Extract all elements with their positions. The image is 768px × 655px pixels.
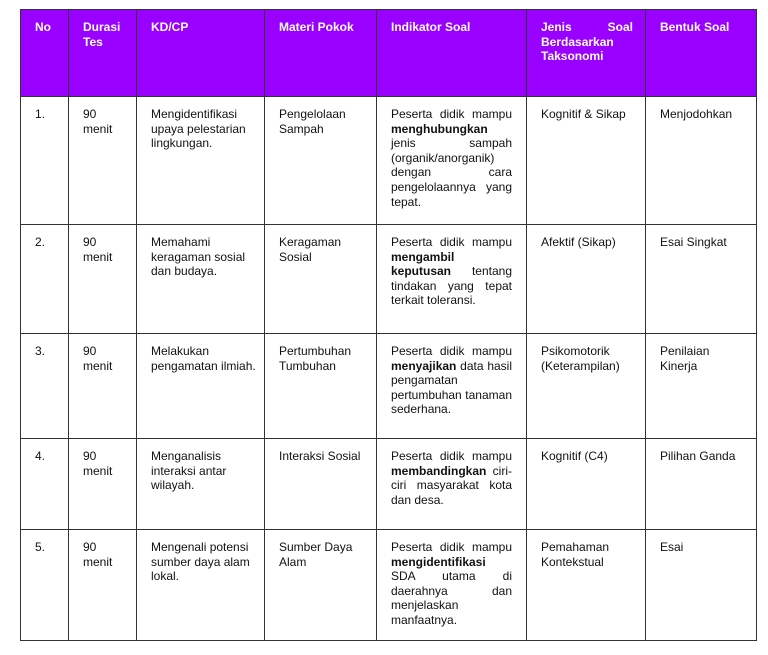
indikator-text: SDA utama di daerahnya dan menjelaskan manfaatnya. — [391, 569, 512, 627]
indikator-keyword: menyajikan — [391, 358, 457, 373]
header-durasi: Durasi Tes — [69, 10, 137, 97]
table-row — [21, 334, 757, 439]
cell-materi: Interaksi Sosial — [265, 439, 377, 530]
header-kdcp: KD/CP — [137, 10, 265, 97]
indikator-text: data hasil pengamatan pertumbuhan tanaman sederhana. — [391, 358, 512, 417]
cell-kdcp: Melakukan pengamatan ilmiah. — [137, 334, 265, 439]
cell-kdcp: Memahami keragaman sosial dan budaya. — [137, 225, 265, 334]
indikator-keyword: mengambil keputusan — [391, 249, 455, 279]
indikator-text: jenis sampah (organik/anorganik) dengan cara pengelolaannya yang tepat. — [391, 136, 512, 209]
indikator-keyword: mengidentifikasi — [391, 554, 486, 569]
indikator-keyword: membandingkan — [391, 463, 487, 478]
header-materi: Materi Pokok — [265, 10, 377, 97]
cell-materi: Sumber Daya Alam — [265, 530, 377, 641]
table-row — [21, 97, 757, 225]
cell-bentuk: Esai — [646, 530, 757, 641]
cell-indikator — [377, 439, 527, 530]
indikator-text: tentang tindakan yang tepat terkait toleransi. — [391, 264, 512, 308]
indikator-text: ciri-ciri masyarakat kota dan desa. — [391, 463, 512, 507]
indikator-keyword: menghubungkan — [391, 121, 488, 136]
cell-no: 5. — [21, 530, 69, 641]
cell-no: 1. — [21, 97, 69, 225]
cell-no: 4. — [21, 439, 69, 530]
cell-kdcp: Menganalisis interaksi antar wilayah. — [137, 439, 265, 530]
cell-durasi: 90 menit — [69, 334, 137, 439]
cell-no: 2. — [21, 225, 69, 334]
header-indikator: Indikator Soal — [377, 10, 527, 97]
indikator-text: Peserta didik mampu — [391, 449, 512, 463]
header-row — [21, 10, 757, 97]
cell-bentuk: Esai Singkat — [646, 225, 757, 334]
indikator-text: Peserta didik mampu — [391, 540, 512, 554]
indikator-text: Peserta didik mampu — [391, 235, 512, 249]
cell-bentuk: Penilaian Kinerja — [646, 334, 757, 439]
cell-durasi: 90 menit — [69, 530, 137, 641]
cell-durasi: 90 menit — [69, 225, 137, 334]
cell-no: 3. — [21, 334, 69, 439]
cell-jenis: Kognitif (C4) — [527, 439, 646, 530]
cell-kdcp: Mengidentifikasi upaya pelestarian lingkungan. — [137, 97, 265, 225]
cell-bentuk: Menjodohkan — [646, 97, 757, 225]
cell-jenis: Kognitif & Sikap — [527, 97, 646, 225]
cell-indikator — [377, 97, 527, 225]
header-bentuk: Bentuk Soal — [646, 10, 757, 97]
question-grid-table — [20, 9, 757, 641]
table-row — [21, 225, 757, 334]
table-row — [21, 530, 757, 641]
cell-durasi: 90 menit — [69, 97, 137, 225]
cell-jenis: Psikomotorik (Keterampilan) — [527, 334, 646, 439]
table-row — [21, 439, 757, 530]
indikator-text: Peserta didik mampu — [391, 107, 512, 121]
cell-materi: Pertumbuhan Tumbuhan — [265, 334, 377, 439]
cell-kdcp: Mengenali potensi sumber daya alam lokal. — [137, 530, 265, 641]
cell-jenis: Afektif (Sikap) — [527, 225, 646, 334]
cell-indikator — [377, 530, 527, 641]
indikator-text: Peserta didik mampu — [391, 344, 512, 358]
cell-indikator — [377, 225, 527, 334]
cell-materi: Pengelolaan Sampah — [265, 97, 377, 225]
cell-bentuk: Pilihan Ganda — [646, 439, 757, 530]
cell-materi: Keragaman Sosial — [265, 225, 377, 334]
cell-jenis: Pemahaman Kontekstual — [527, 530, 646, 641]
cell-durasi: 90 menit — [69, 439, 137, 530]
header-no: No — [21, 10, 69, 97]
cell-indikator — [377, 334, 527, 439]
header-jenis: Jenis Soal Berdasarkan Taksonomi — [527, 10, 646, 97]
